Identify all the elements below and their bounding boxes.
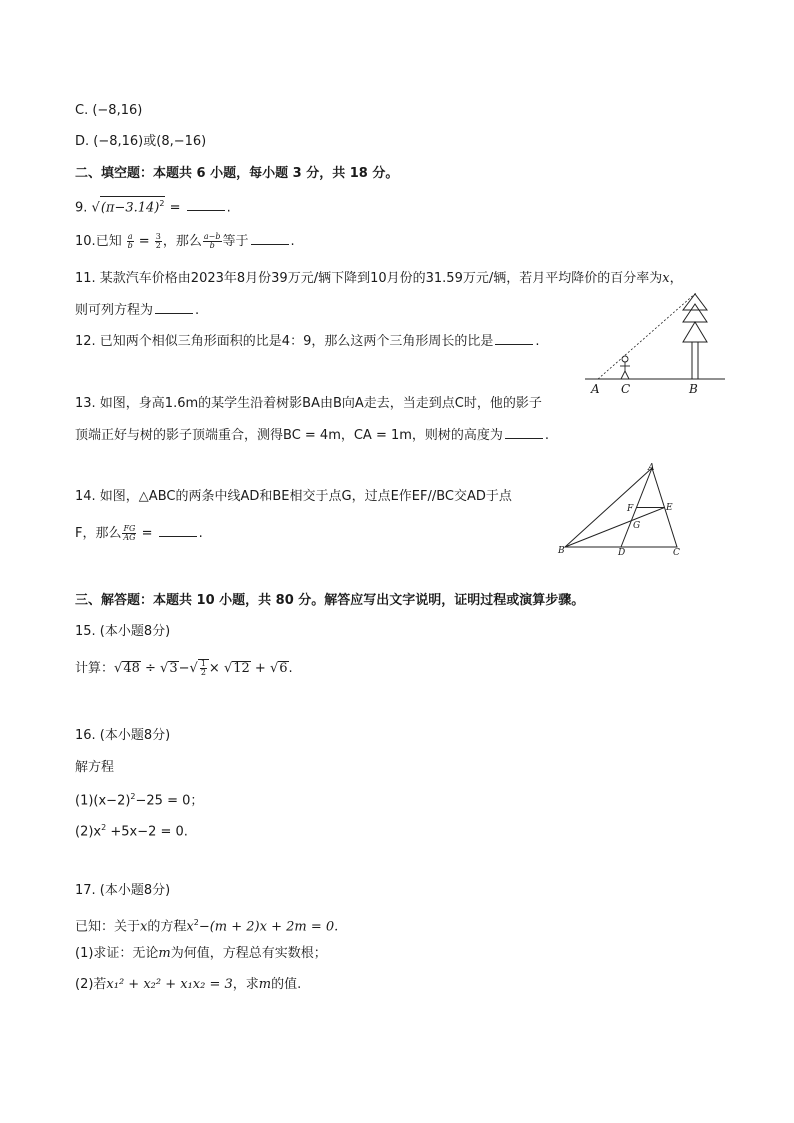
label-D: D [618, 548, 626, 557]
question-14-line2: F，那么 $\frac{FG}{AG}$ = . [75, 524, 203, 542]
section2-heading: 二、填空题：本题共 6 小题，每小题 3 分，共 18 分。 [75, 166, 399, 181]
label-C: C [673, 548, 680, 557]
figure-tree-shadow [580, 290, 730, 395]
answer-blank[interactable] [187, 198, 225, 211]
section3-heading: 三、解答题：本题共 10 小题，共 80 分。解答应写出文字说明，证明过程或演算步骤。 [75, 593, 585, 608]
question-11-line1: 11. 某款汽车价格由2023年8月份39万元/辆下降到10月份的31.59万元/辆，若月平均降价的百分率为x， [75, 271, 683, 286]
label-B: B [689, 382, 698, 395]
label-E: E [666, 503, 673, 513]
answer-blank[interactable] [495, 332, 533, 345]
question-16-title: 16. (本小题8分) [75, 728, 171, 743]
question-15-title: 15. (本小题8分) [75, 624, 171, 639]
question-16-prompt: 解方程 [75, 760, 115, 775]
question-17-part2: (2)若x₁² + x₂² + x₁x₂ = 3，求m的值. [75, 977, 302, 992]
question-17-title: 17. (本小题8分) [75, 883, 171, 898]
option-c: C. (−8,16) [75, 103, 143, 118]
question-15-body: 计算：√48 ÷ √3−√ $\frac{1}{2}$ × √12 + √6. [75, 659, 293, 677]
label-A: A [591, 382, 600, 395]
question-17-given: 已知：关于x的方程$x^2-(m + 2)x + 2m = 0$. [75, 918, 339, 935]
question-13-line1: 13. 如图，身高1.6m的某学生沿着树影BA由B向A走去，当走到点C时，他的影子 [75, 396, 542, 411]
question-9: 9. $√(\pi-3.14)^2$ = . [75, 196, 231, 217]
option-d: D. (−8,16)或(8,−16) [75, 134, 207, 149]
question-10: 10.已知 $\frac{a}{b}$ = $\frac{3}{2}$ ，那么 $\frac{a-b}{b}$ 等于 . [75, 232, 295, 250]
answer-blank[interactable] [155, 301, 193, 314]
question-16-part2: $(2)x^2 +5x-2 = 0$. [75, 823, 188, 840]
figure-triangle [555, 462, 695, 557]
question-16-part1: $(1)(x-2)^2-25 = 0$； [75, 792, 204, 809]
question-13-line2: 顶端正好与树的影子顶端重合，测得BC = 4m，CA = 1m，则树的高度为 . [75, 428, 550, 443]
question-17-part1: (1)求证：无论m为何值，方程总有实数根； [75, 946, 327, 961]
label-B: B [558, 546, 565, 556]
question-14-line1: 14. 如图，△ABC的两条中线AD和BE相交于点G，过点E作EF//BC交AD于点 [75, 489, 512, 504]
question-12: 12. 已知两个相似三角形面积的比是4：9，那么这两个三角形周长的比是 . [75, 334, 540, 349]
answer-blank[interactable] [251, 232, 289, 245]
answer-blank[interactable] [159, 524, 197, 537]
question-11-line2: 则可列方程为 . [75, 303, 200, 318]
label-F: F [627, 504, 634, 514]
label-C: C [621, 382, 631, 395]
label-G: G [633, 521, 641, 531]
answer-blank[interactable] [505, 426, 543, 439]
label-A: A [648, 463, 655, 473]
